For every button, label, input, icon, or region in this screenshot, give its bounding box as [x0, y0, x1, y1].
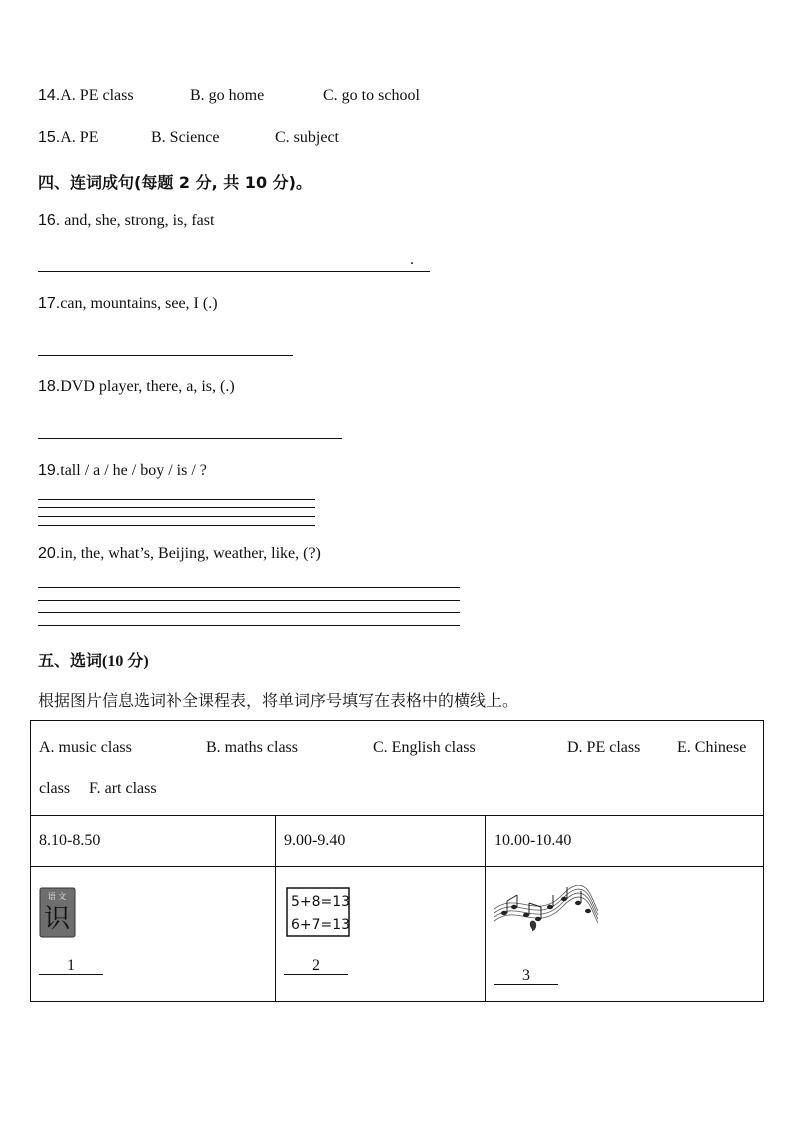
word-choices-cell [31, 721, 764, 816]
option-c: C. go to school [323, 87, 420, 104]
question-text: in, the, what’s, Beijing, weather, like, (?) [60, 545, 321, 562]
svg-text:5+8=13: 5+8=13 [291, 894, 350, 910]
period-mark: . [410, 251, 414, 268]
question-17 [38, 295, 218, 313]
writing-line-4 [38, 525, 315, 526]
choice-d: D. PE class [567, 739, 641, 756]
svg-text:6+7=13: 6+7=13 [291, 917, 350, 933]
section-5-heading: 五、选词 [38, 651, 103, 670]
writing-line-2 [38, 507, 315, 508]
answer-line [38, 438, 342, 439]
time-slot-1: 8.10-8.50 [31, 816, 276, 867]
choice-e-continued: class [39, 780, 71, 797]
question-15 [38, 129, 98, 147]
section-5-score: (10 分) [102, 653, 149, 670]
blank-1[interactable] [39, 957, 103, 975]
writing-line-3 [38, 612, 460, 613]
writing-line-3 [38, 516, 315, 517]
picture-cell-1 [31, 867, 276, 1002]
option-c: C. subject [275, 129, 339, 146]
question-14 [38, 87, 134, 105]
section-5-instruction: 根据图片信息选词补全课程表，将单词序号填写在表格中的横线上。 [38, 691, 519, 710]
question-20 [38, 545, 321, 563]
question-text: can, mountains, see, I (.) [60, 295, 218, 312]
math-equations-icon [286, 887, 350, 937]
blank-number: 1 [67, 957, 75, 974]
writing-line-4 [38, 625, 460, 626]
svg-text:识: 识 [43, 904, 71, 934]
writing-line-1 [38, 587, 460, 588]
question-text: DVD player, there, a, is, (.) [60, 378, 235, 395]
question-number: 19. [38, 462, 61, 479]
section-5-title [38, 648, 149, 671]
writing-line-2 [38, 600, 460, 601]
option-a: A. PE class [60, 87, 134, 104]
option-a: A. PE [60, 129, 99, 146]
choice-e: E. Chinese [677, 739, 747, 756]
question-text: tall / a / he / boy / is / ? [60, 462, 207, 479]
question-number: 17. [38, 295, 61, 312]
option-b: B. Science [151, 129, 220, 146]
section-4-title: 四、连词成句(每题 2 分, 共 10 分)。 [38, 173, 312, 192]
question-16 [38, 212, 214, 230]
option-b: B. go home [190, 87, 265, 104]
answer-line [38, 271, 430, 272]
choice-a: A. music class [39, 739, 132, 756]
writing-line-1 [38, 499, 315, 500]
choices-row-2 [39, 768, 755, 809]
question-number: 16. [38, 212, 61, 229]
question-number: 15. [38, 129, 61, 146]
blank-number: 2 [312, 957, 320, 974]
blank-number: 3 [522, 967, 530, 984]
schedule-table [30, 720, 764, 1002]
music-notes-icon [492, 885, 600, 935]
time-slot-2: 9.00-9.40 [276, 816, 486, 867]
choice-c: C. English class [373, 739, 476, 756]
question-number: 18. [38, 378, 61, 395]
question-18 [38, 378, 235, 396]
picture-cell-2 [276, 867, 486, 1002]
question-number: 14. [38, 87, 61, 104]
chinese-book-icon [39, 887, 77, 939]
answer-line [38, 355, 293, 356]
choice-f: F. art class [89, 780, 157, 797]
choice-b: B. maths class [206, 739, 298, 756]
blank-2[interactable] [284, 957, 348, 975]
time-slot-3: 10.00-10.40 [486, 816, 764, 867]
svg-text:语 文: 语 文 [47, 892, 67, 901]
blank-3[interactable] [494, 967, 558, 985]
question-19 [38, 462, 207, 480]
choices-row-1 [39, 721, 755, 768]
question-text: and, she, strong, is, fast [60, 212, 215, 229]
question-number: 20. [38, 545, 61, 562]
picture-cell-3 [486, 867, 764, 1002]
